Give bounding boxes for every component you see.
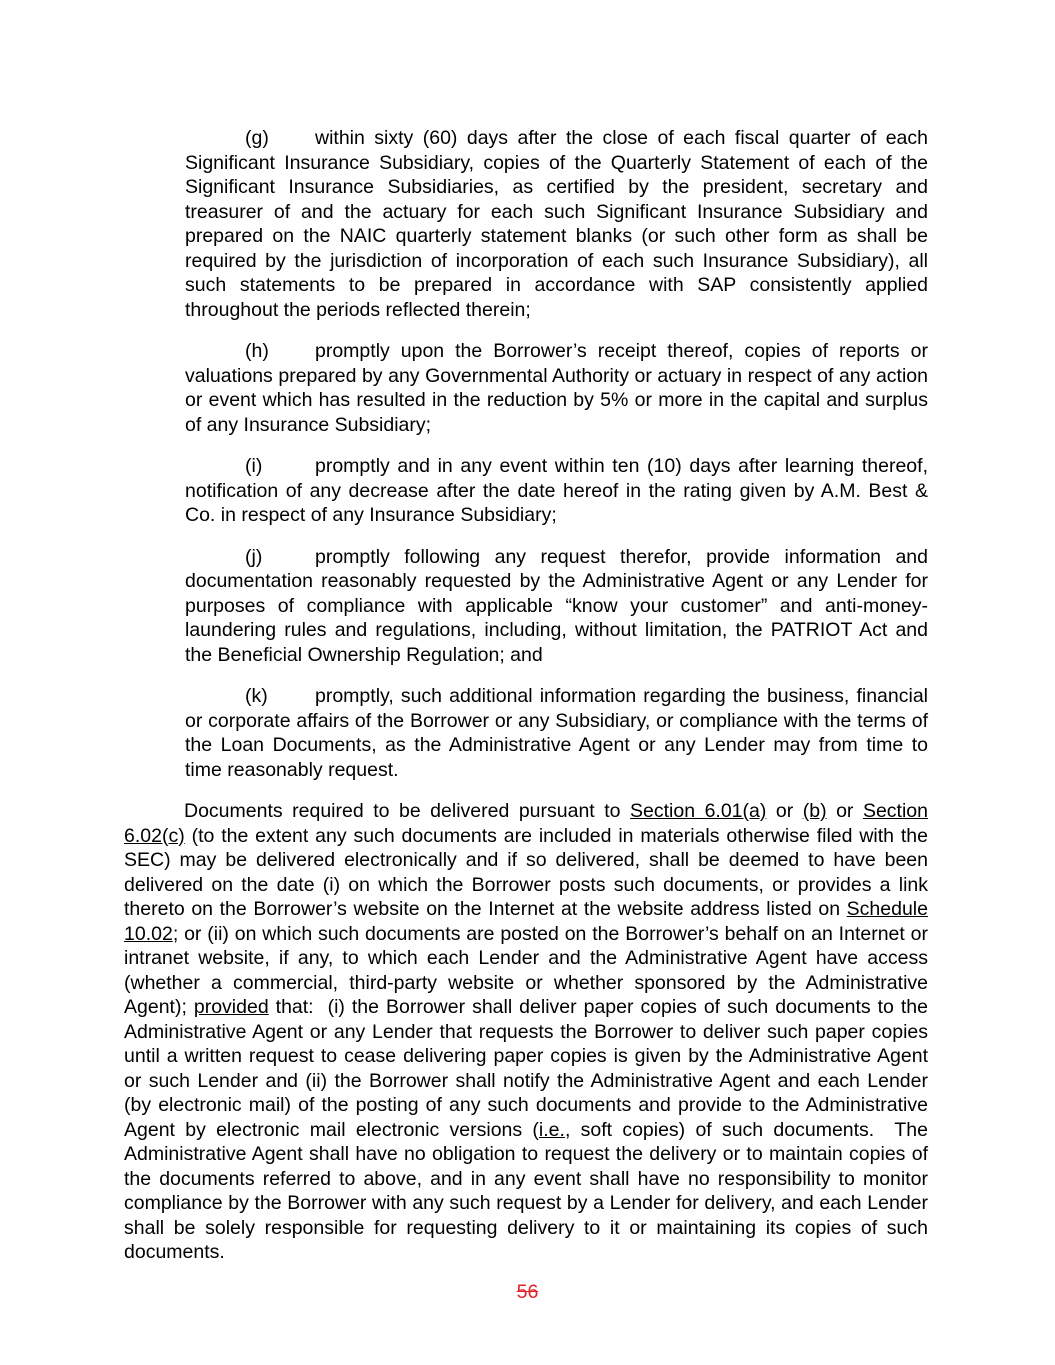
closing-segment-2: or <box>766 800 803 822</box>
page-number: 56 <box>516 1281 539 1303</box>
schedule-reference-10-02: Schedule 10.02 <box>124 898 928 945</box>
closing-segment-12: , soft copies) of such documents. The Administrative Agent shall have no obligation to request the delivery or to maintain copies of the documents referred to above, and in any event shall have no responsibility to monitor compliance by the Borrower with any such request by a Lender for delivery, and each Lender shall be solely responsible for requesting delivery to it or maintaining its copies of such documents. <box>124 1118 928 1263</box>
closing-paragraph <box>124 799 928 1265</box>
paragraph-g-label: (g) <box>245 127 269 149</box>
paragraph-g-text: within sixty (60) days after the close of each fiscal quarter of each Significant Insurance Subsidiary, copies of the Quarterly Statement of each of the Significant Insurance Subsidiaries, as certified by the president, secretary and treasurer of and the actuary for each such Significant Insurance Subsidiary and prepared on the NAIC quarterly statement blanks (or such other form as shall be required by the jurisdiction of incorporation of each such Insurance Subsidiary), all such statements to be prepared in accordance with SAP consistently applied throughout the periods reflected therein; <box>185 127 928 321</box>
paragraph-k-label: (k) <box>245 685 268 707</box>
closing-segment-8: ; or (ii) on which such documents are posted on the Borrower’s behalf on an Internet or intranet website, if any, to which each Lender and the Administrative Agent have access (whether a commercial, third-party website or whether sponsored by the Administrative Agent); <box>124 922 928 1018</box>
section-reference-b: (b) <box>802 800 827 822</box>
paragraph-k <box>185 684 928 782</box>
provided-emphasis: provided <box>193 996 269 1018</box>
section-reference-6-01-a: Section 6.01(a) <box>630 800 767 822</box>
paragraph-i-label: (i) <box>245 455 263 477</box>
ie-emphasis: i.e. <box>538 1118 565 1141</box>
paragraph-k-text: promptly, such additional information regarding the business, financial or corporate affairs of the Borrower or any Subsidiary, or compliance with the terms of the Loan Documents, as the Administrative Agent or any Lender may from time to time reasonably request. <box>185 685 928 781</box>
paragraph-j-label: (j) <box>245 545 263 568</box>
page-footer <box>0 1280 1055 1305</box>
paragraph-j-text: promptly following any request therefor, provide information and documentation reasonably requested by the Administrative Agent or any Lender for purposes of compliance with applicable “know your customer” and anti-money-laundering rules and regulations, including, without limitation, the PATRIOT Act and the Beneficial Ownership Regulation; and <box>185 545 928 666</box>
paragraph-h <box>185 339 928 437</box>
section-reference-6-02-c: Section 6.02(c) <box>124 800 928 847</box>
closing-segment-10: that: (i) the Borrower shall deliver paper copies of such documents to the Administrative Agent or any Lender that requests the Borrower to deliver such paper copies until a written request to cease delivering paper copies is given by the Administrative Agent or such Lender and (ii) the Borrower shall notify the Administrative Agent and each Lender (by electronic mail) of the posting of any such documents and provide to the Administrative Agent by electronic mail electronic versions ( <box>124 996 928 1141</box>
paragraph-h-text: promptly upon the Borrower’s receipt thereof, copies of reports or valuations prepared by any Governmental Authority or actuary in respect of any action or event which has resulted in the reduction by 5% or more in the capital and surplus of any Insurance Subsidiary; <box>185 340 928 436</box>
closing-segment-4: or <box>826 800 863 822</box>
paragraph-i <box>185 454 928 528</box>
paragraph-j <box>185 545 928 668</box>
paragraph-i-text: promptly and in any event within ten (10) days after learning thereof, notification of any decrease after the date hereof in the rating given by A.M. Best & Co. in respect of any Insurance Subsidiary; <box>185 455 928 526</box>
closing-segment-6: (to the extent any such documents are included in materials otherwise filed with the SEC) may be delivered electronically and if so delivered, shall be deemed to have been delivered on the date (i) on which the Borrower posts such documents, or provides a link thereto on the Borrower’s website on the Internet at the website address listed on <box>124 824 928 920</box>
closing-segment-0: Documents required to be delivered pursuant to <box>184 800 631 822</box>
paragraph-h-label: (h) <box>245 340 269 362</box>
paragraph-g <box>185 126 928 322</box>
